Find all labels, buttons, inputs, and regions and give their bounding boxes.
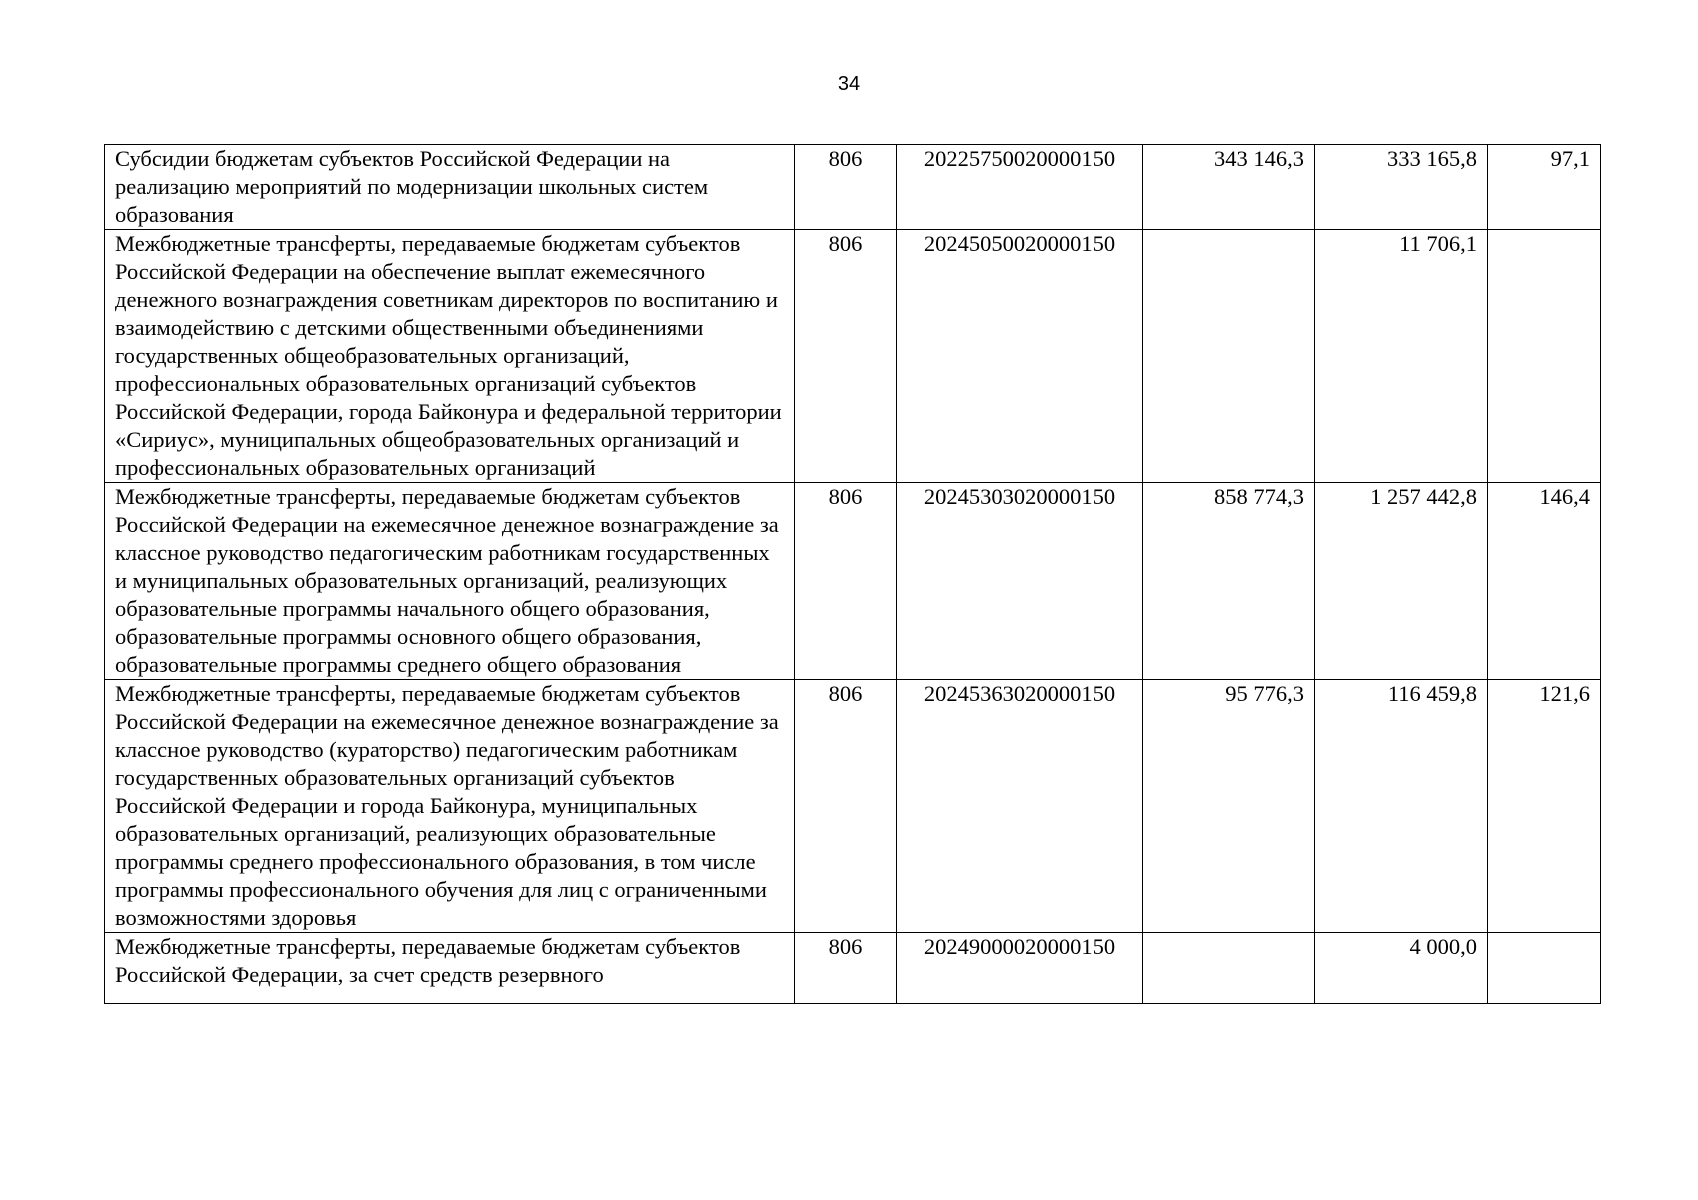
row-description: Межбюджетные трансферты, передаваемые бюджетам субъектов Российской Федерации, за счет средств резервного bbox=[105, 933, 795, 1004]
row-admin-code: 806 bbox=[795, 145, 897, 230]
table-row bbox=[105, 680, 1601, 933]
row-budget-code: 20245303020000150 bbox=[897, 483, 1143, 680]
page-number: 34 bbox=[837, 73, 861, 95]
table-row bbox=[105, 933, 1601, 1004]
row-value-2: 4 000,0 bbox=[1315, 933, 1488, 1004]
row-percent bbox=[1488, 230, 1601, 483]
row-value-1 bbox=[1143, 933, 1315, 1004]
row-admin-code: 806 bbox=[795, 933, 897, 1004]
row-percent: 121,6 bbox=[1488, 680, 1601, 933]
row-value-2: 333 165,8 bbox=[1315, 145, 1488, 230]
table-row bbox=[105, 145, 1601, 230]
row-description: Субсидии бюджетам субъектов Российской Федерации на реализацию мероприятий по модернизации школьных систем образования bbox=[105, 145, 795, 230]
row-budget-code: 20245363020000150 bbox=[897, 680, 1143, 933]
row-admin-code: 806 bbox=[795, 483, 897, 680]
row-percent: 97,1 bbox=[1488, 145, 1601, 230]
row-budget-code: 20249000020000150 bbox=[897, 933, 1143, 1004]
row-percent bbox=[1488, 933, 1601, 1004]
budget-table bbox=[104, 144, 1601, 1004]
row-admin-code: 806 bbox=[795, 230, 897, 483]
row-value-1: 343 146,3 bbox=[1143, 145, 1315, 230]
table-row bbox=[105, 230, 1601, 483]
row-description: Межбюджетные трансферты, передаваемые бюджетам субъектов Российской Федерации на ежемесячное денежное вознаграждение за классное руководство педагогическим работникам государственных и муниципальных образовательных организаций, реализующих образовательные программы начального общего образования, образовательные программы основного общего образования, образовательные программы среднего общего образования bbox=[105, 483, 795, 680]
row-percent: 146,4 bbox=[1488, 483, 1601, 680]
row-admin-code: 806 bbox=[795, 680, 897, 933]
row-value-2: 11 706,1 bbox=[1315, 230, 1488, 483]
row-budget-code: 20225750020000150 bbox=[897, 145, 1143, 230]
row-value-2: 1 257 442,8 bbox=[1315, 483, 1488, 680]
row-value-2: 116 459,8 bbox=[1315, 680, 1488, 933]
table-row bbox=[105, 483, 1601, 680]
row-description: Межбюджетные трансферты, передаваемые бюджетам субъектов Российской Федерации на ежемесячное денежное вознаграждение за классное руководство (кураторство) педагогическим работникам государственных образовательных организаций субъектов Российской Федерации и города Байконура, муниципальных образовательных организаций, реализующих образовательные программы среднего профессионального образования, в том числе программы профессионального обучения для лиц с ограниченными возможностями здоровья bbox=[105, 680, 795, 933]
row-description: Межбюджетные трансферты, передаваемые бюджетам субъектов Российской Федерации на обеспечение выплат ежемесячного денежного вознаграждения советникам директоров по воспитанию и взаимодействию с детскими общественными объединениями государственных общеобразовательных организаций, профессиональных образовательных организаций субъектов Российской Федерации, города Байконура и федеральной территории «Сириус», муниципальных общеобразовательных организаций и профессиональных образовательных организаций bbox=[105, 230, 795, 483]
row-value-1 bbox=[1143, 230, 1315, 483]
row-budget-code: 20245050020000150 bbox=[897, 230, 1143, 483]
row-value-1: 95 776,3 bbox=[1143, 680, 1315, 933]
row-value-1: 858 774,3 bbox=[1143, 483, 1315, 680]
